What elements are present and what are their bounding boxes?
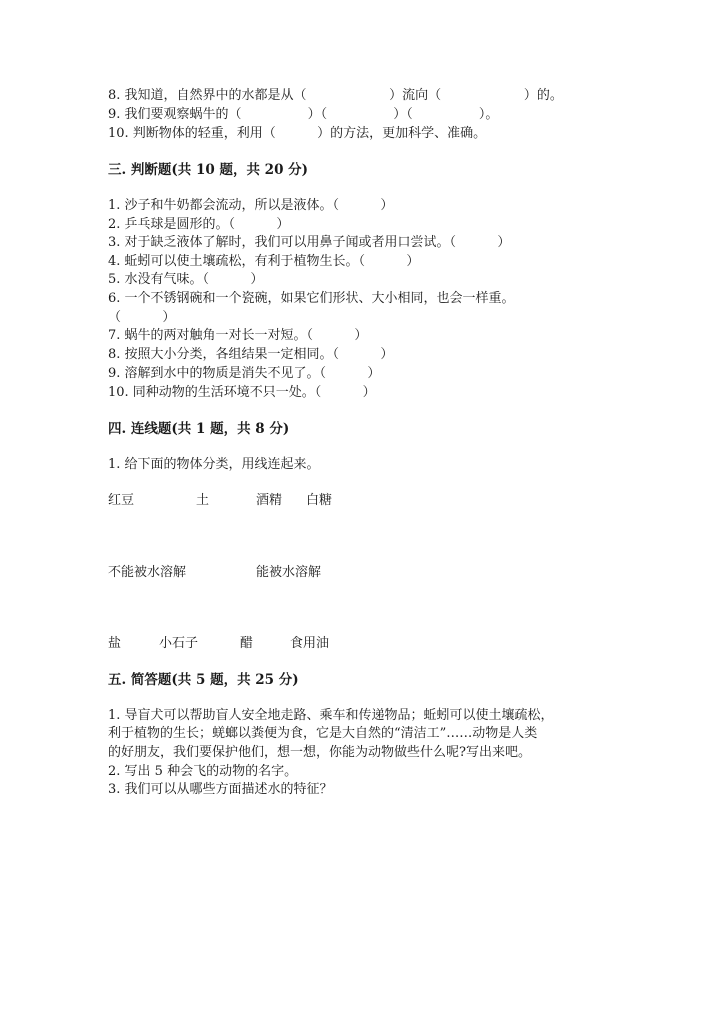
item-alcohol: 酒精 [256,493,283,508]
judge-question-8: 8. 按照大小分类，各组结果一定相同。（ ） [108,347,394,362]
judge-question-6: 6. 一个不锈钢碗和一个瓷碗，如果它们形状、大小相同，也会一样重。 [108,291,515,306]
judge-question-4: 4. 蚯蚓可以使土壤疏松，有利于植物生长。（ ） [108,254,420,269]
question-fill-9: 9. 我们要观察蜗牛的（ ）（ ）（ ）。 [108,107,499,122]
category-soluble: 能被水溶解 [256,565,322,580]
judge-question-1: 1. 沙子和牛奶都会流动，所以是液体。（ ） [108,198,394,213]
short-answer-3: 3. 我们可以从哪些方面描述水的特征？ [108,782,333,797]
item-pebble: 小石子 [159,636,199,651]
short-answer-1-line-1: 1. 导盲犬可以帮助盲人安全地走路、乘车和传递物品；蚯蚓可以使土壤疏松， [108,708,554,723]
item-soil: 土 [196,493,210,508]
short-answer-2: 2. 写出 5 种会飞的动物的名字。 [108,764,298,779]
judge-question-3: 3. 对于缺乏液体了解时，我们可以用鼻子闻或者用口尝试。（ ） [108,235,511,250]
judge-question-10: 10. 同种动物的生活环境不只一处。（ ） [108,385,376,400]
judge-question-7: 7. 蜗牛的两对触角一对长一对短。（ ） [108,328,368,343]
question-fill-8: 8. 我知道，自然界中的水都是从（ ）流向（ ）的。 [108,88,563,103]
section-four-heading: 四. 连线题(共 1 题，共 8 分) [108,421,290,437]
question-fill-10: 10. 判断物体的轻重，利用（ ）的方法，更加科学、准确。 [108,126,487,141]
short-answer-1-line-3: 的好朋友，我们要保护他们，想一想，你能为动物做些什么呢?写出来吧。 [108,745,531,760]
judge-question-6-blank: （ ） [108,310,176,325]
section-three-heading: 三. 判断题(共 10 题，共 20 分) [108,162,309,178]
item-cooking-oil: 食用油 [290,636,330,651]
category-insoluble: 不能被水溶解 [108,565,187,580]
short-answer-1-line-2: 利于植物的生长；蜣螂以粪便为食，它是大自然的“清洁工”……动物是人类 [108,726,538,741]
matching-question: 1. 给下面的物体分类，用线连起来。 [108,457,320,472]
judge-question-5: 5. 水没有气味。（ ） [108,272,264,287]
judge-question-9: 9. 溶解到水中的物质是消失不见了。（ ） [108,366,381,381]
item-red-bean: 红豆 [108,493,135,508]
item-salt: 盐 [108,636,122,651]
item-white-sugar: 白糖 [306,493,333,508]
item-vinegar: 醋 [240,636,254,651]
judge-question-2: 2. 乒乓球是圆形的。（ ） [108,217,290,232]
section-five-heading: 五. 简答题(共 5 题，共 25 分) [108,672,299,688]
